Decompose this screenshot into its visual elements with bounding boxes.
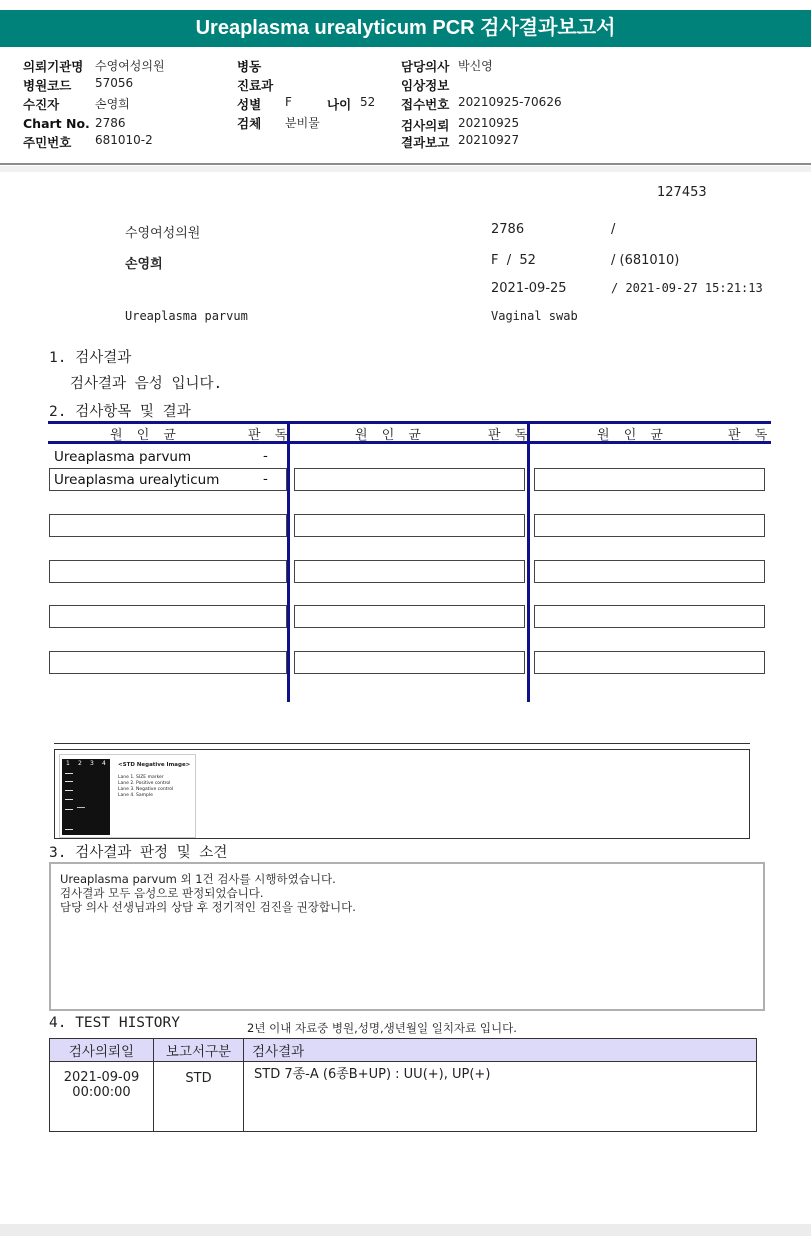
patient-request-date: 2021-09-25 — [491, 281, 567, 296]
opinion-line: 담당 의사 선생님과의 상담 후 정기적인 검진을 권장합니다. — [60, 900, 356, 914]
result-cell — [49, 514, 287, 537]
gel-panel-top-rule — [54, 743, 750, 744]
label-age: 나이 — [327, 97, 352, 112]
label-result-report: 결과보고 — [401, 135, 450, 150]
history-time: 00:00:00 — [72, 1085, 131, 1100]
value-age: 52 — [360, 95, 376, 109]
section1-title: 1. 검사결과 — [49, 350, 132, 366]
history-header-type: 보고서구분 — [154, 1039, 244, 1062]
value-test-request: 20210925 — [458, 116, 520, 130]
report-title: Ureaplasma urealyticum PCR 검사결과보고서 — [0, 10, 811, 47]
patient-report-datetime: / 2021-09-27 15:21:13 — [611, 281, 763, 295]
section1-text: 검사결과 음성 입니다. — [70, 376, 223, 392]
gel-band — [65, 799, 73, 800]
gel-band — [77, 807, 85, 808]
result-cell — [49, 605, 287, 628]
gel-band — [65, 781, 73, 782]
patient-specimen: Vaginal swab — [491, 309, 578, 323]
value-specimen: 분비물 — [285, 116, 320, 130]
result-cell — [294, 651, 525, 674]
header-divider-shadow — [0, 166, 811, 172]
label-patient: 수진자 — [23, 97, 60, 112]
gel-legend: Lane 2. Positive control — [118, 781, 171, 786]
result-row-2-value: - — [263, 471, 268, 487]
label-hospital-code: 병원코드 — [23, 78, 72, 93]
gel-image — [59, 754, 196, 838]
label-specimen: 검체 — [237, 116, 262, 131]
value-result-report: 20210927 — [458, 133, 520, 147]
label-doctor: 담당의사 — [401, 59, 450, 74]
patient-chart-no: 2786 — [491, 222, 525, 237]
patient-birth: / (681010) — [611, 253, 680, 268]
gel-lane-label: 2 — [78, 760, 82, 767]
gel-band — [65, 773, 73, 774]
opinion-box — [49, 862, 765, 1011]
gel-band — [65, 829, 73, 830]
history-header-result: 검사결과 — [244, 1039, 757, 1062]
label-ward: 병동 — [237, 59, 262, 74]
opinion-line: Ureaplasma parvum 외 1건 검사를 시행하였습니다. — [60, 872, 336, 886]
table-column-divider-2 — [527, 421, 530, 702]
section2-title: 2. 검사항목 및 결과 — [49, 404, 191, 420]
patient-code: 127453 — [657, 185, 707, 200]
result-cell — [534, 651, 765, 674]
column-header-result-3: 판 독 — [728, 428, 773, 443]
result-row-1-value: - — [263, 448, 268, 464]
opinion-line: 검사결과 모두 음성으로 판정되었습니다. — [60, 886, 264, 900]
value-patient: 손영희 — [95, 97, 130, 111]
gel-lanes — [62, 759, 110, 835]
label-resident-number: 주민번호 — [23, 135, 72, 150]
result-cell — [294, 468, 525, 491]
patient-slash: / — [611, 222, 616, 237]
gel-legend: Lane 3. Negative control — [118, 787, 174, 792]
result-cell — [49, 651, 287, 674]
section4-title: 4. TEST HISTORY — [49, 1015, 180, 1031]
history-header-date: 검사의뢰일 — [50, 1039, 154, 1062]
value-sex: F — [285, 95, 292, 109]
value-chart-no: 2786 — [95, 116, 126, 130]
patient-name: 손영희 — [125, 257, 163, 272]
label-chart-no: Chart No. — [23, 116, 90, 131]
column-header-result-1: 판 독 — [248, 428, 293, 443]
result-cell — [534, 560, 765, 583]
gel-legend: Lane 1. SIZE marker — [118, 775, 164, 780]
gel-legend: Lane 4. Sample — [118, 793, 153, 798]
result-cell — [534, 605, 765, 628]
result-cell — [294, 560, 525, 583]
history-type: STD — [154, 1062, 244, 1132]
gel-band — [65, 809, 73, 810]
gel-band — [65, 790, 73, 791]
gel-title: <STD Negative Image> — [118, 762, 191, 768]
result-cell — [534, 514, 765, 537]
page-bottom-strip — [0, 1224, 811, 1236]
gel-lane-label: 1 — [66, 760, 70, 767]
gel-lane-label: 4 — [102, 760, 106, 767]
patient-clinic: 수영여성의원 — [125, 226, 201, 241]
header-divider — [0, 163, 811, 165]
label-sex: 성별 — [237, 97, 262, 112]
patient-sex-age: F / 52 — [491, 253, 536, 268]
opinion-text — [60, 872, 356, 914]
result-row-2-name: Ureaplasma urealyticum — [54, 472, 220, 488]
column-header-pathogen-1: 원 인 균 — [110, 428, 181, 443]
column-header-result-2: 판 독 — [488, 428, 533, 443]
patient-test-name: Ureaplasma parvum — [125, 309, 248, 323]
value-resident-number: 681010-2 — [95, 133, 153, 147]
section3-title: 3. 검사결과 판정 및 소견 — [49, 845, 228, 861]
result-cell — [294, 514, 525, 537]
label-department: 진료과 — [237, 78, 274, 93]
value-receipt-number: 20210925-70626 — [458, 95, 562, 109]
value-requesting-institution: 수영여성의원 — [95, 59, 165, 73]
result-cell — [294, 605, 525, 628]
label-receipt-number: 접수번호 — [401, 97, 450, 112]
value-hospital-code: 57056 — [95, 76, 134, 90]
history-header-row — [50, 1039, 757, 1062]
column-header-pathogen-3: 원 인 균 — [597, 428, 668, 443]
label-requesting-institution: 의뢰기관명 — [23, 59, 84, 74]
history-table — [49, 1038, 757, 1132]
history-date-cell — [50, 1062, 154, 1132]
history-result: STD 7종-A (6종B+UP) : UU(+), UP(+) — [244, 1062, 757, 1132]
gel-lane-label: 3 — [90, 760, 94, 767]
history-note: 2년 이내 자료중 병원,성명,생년월일 일치자료 입니다. — [247, 1021, 517, 1035]
table-column-divider-1 — [287, 421, 290, 702]
value-doctor: 박신영 — [458, 59, 493, 73]
result-cell — [534, 468, 765, 491]
table-row — [50, 1062, 757, 1132]
history-date: 2021-09-09 — [63, 1070, 140, 1085]
column-header-pathogen-2: 원 인 균 — [355, 428, 426, 443]
label-clinical-info: 임상정보 — [401, 78, 450, 93]
label-test-request: 검사의뢰 — [401, 118, 450, 133]
result-cell — [49, 560, 287, 583]
result-row-1-name: Ureaplasma parvum — [54, 449, 192, 465]
